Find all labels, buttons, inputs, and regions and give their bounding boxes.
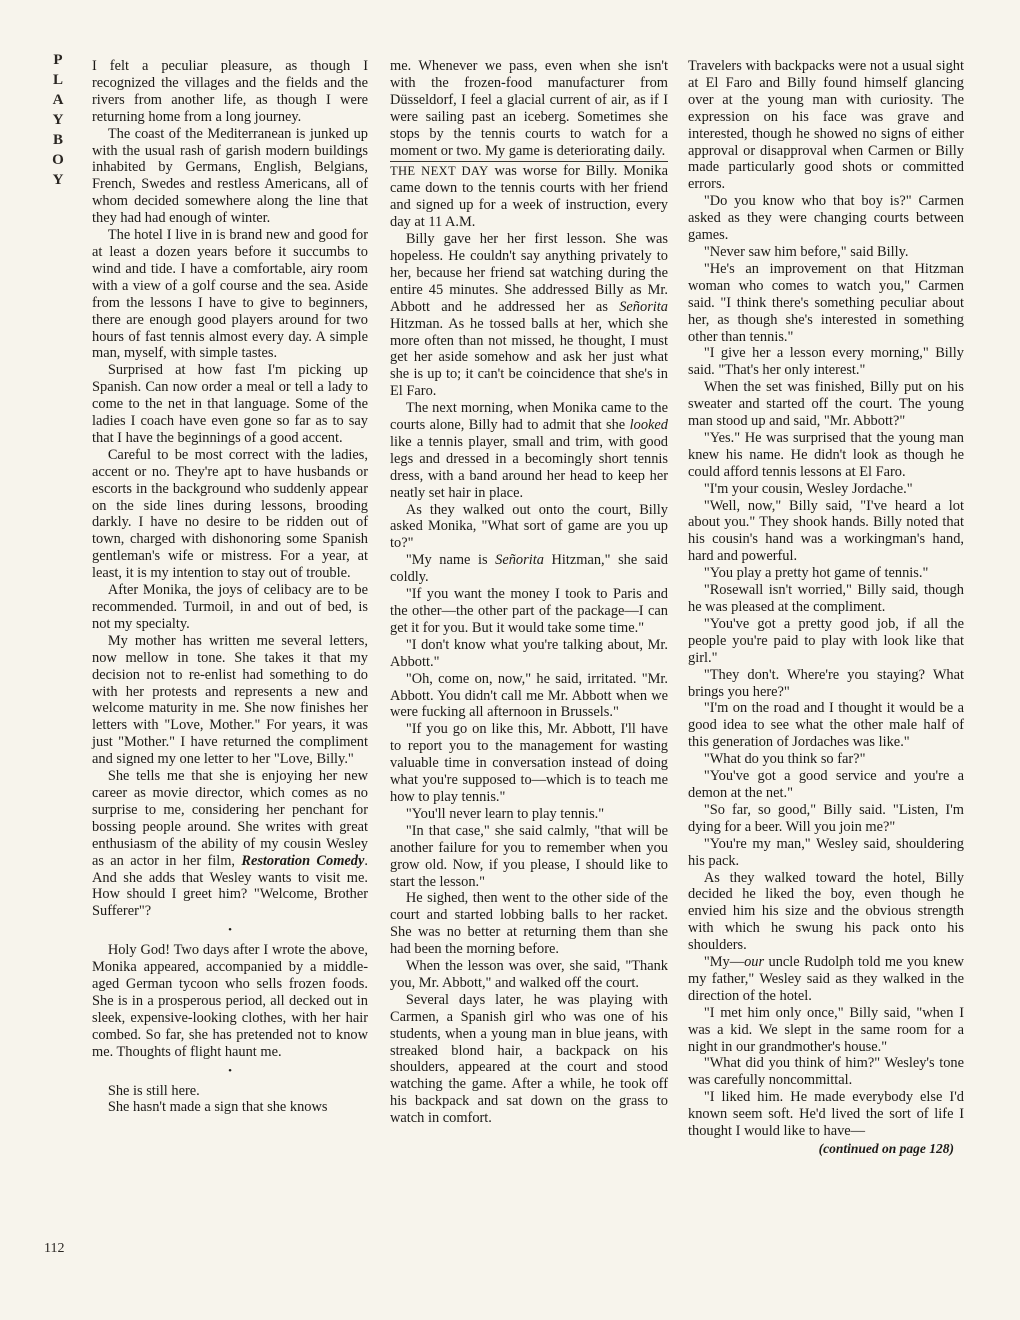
paragraph: I felt a peculiar pleasure, as though I recognized the villages and the fields and the rivers from another life, as though I were returning home from a long journey.: [92, 58, 368, 125]
section-bullet: •: [228, 924, 232, 937]
paragraph: [688, 954, 964, 1005]
paragraph: "I give her a lesson every morning," Billy said. "That's her only interest.": [688, 345, 964, 379]
text-column-3: [688, 58, 964, 1157]
paragraph: "You've got a pretty good job, if all the people you're paid to play with look like that girl.": [688, 615, 964, 666]
paragraph: My mother has written me several letters, now mellow in tone. She takes it that my decision not to re-enlist had something to do with her protests and represents a new and welcome maturity in me. She now finishes her letters with "Love, Mother." For years, it was just "Mother." I have returned the compliment and signed my one letter to her "Love, Billy.": [92, 632, 368, 768]
paragraph: "I liked him. He made everybody else I'd known seem soft. He'd lived the sort of life I thought I would like to have—: [688, 1089, 964, 1140]
paragraph-text: was worse for Billy. Monika came down to the tennis courts with her friend and signed up for a week of instruction, every day at 11 A.M.: [390, 163, 668, 231]
paragraph: "So far, so good," Billy said. "Listen, I'm dying for a beer. Will you join me?": [688, 801, 964, 835]
paragraph: "If you want the money I took to Paris and the other—the other part of the package—I can get it for you. But it would take some time.": [390, 586, 668, 636]
paragraph: "You've got a good service and you're a demon at the net.": [688, 768, 964, 801]
masthead-letter: Y: [52, 112, 64, 128]
italic-text: Señorita: [619, 298, 668, 315]
paragraph-text: She tells me that she is enjoying her new career as movie director, which comes as no surprise to me, considering her penchant for bossing people around. She writes with great enthusiasm of the ability of my cousin Wesley as an actor in her film,: [92, 768, 368, 869]
paragraph: Careful to be most correct with the ladies, accent or no. They're apt to have husbands or escorts in the background who suddenly appear on the side lines during lessons, brooding darkly. I have no desire to be ridden out of town, charged with dishonoring some Spanish gentleman's wife or mistress. For a year, at least, it is my intention to stay out of trouble.: [92, 446, 368, 582]
paragraph: "Do you know who that boy is?" Carmen asked as they were changing courts between games.: [688, 193, 964, 244]
italic-text: our: [744, 954, 765, 971]
masthead-letter: P: [53, 52, 63, 68]
paragraph: "If you go on like this, Mr. Abbott, I'll have to report you to the management for wasting valuable time in conversation instead of doing what you're supposed to—which is to teach me how to play tennis.": [390, 721, 668, 805]
paragraph: The hotel I live in is brand new and good for at least a dozen years before it succumbs to wind and tide. I have a comfortable, airy room with a view of a golf course and the sea. Aside from the lessons I have to give to beginners, there are enough good players around for two hours of fast tennis almost every day. A simple man, myself, with simple tastes.: [92, 227, 368, 362]
masthead-letter: A: [52, 92, 64, 108]
paragraph: "I'm on the road and I thought it would be a good idea to see what the other male half of this generation of Jordaches was like.": [688, 700, 964, 751]
paragraph: When the set was finished, Billy put on his sweater and started off the court. The young man stood up and said, "Mr. Abbott?": [688, 379, 964, 430]
paragraph: [390, 400, 668, 501]
paragraph: "You'll never learn to play tennis.": [405, 805, 605, 822]
paragraph: [390, 552, 668, 586]
paragraph: Holy God! Two days after I wrote the above, Monika appeared, accompanied by a middle-aged German tycoon who sells frozen foods. She is in a prosperous period, all decked out in sleek, expensive-looking clothes, with her hair combed. So far, she has pretended not to know me. Thoughts of flight haunt me.: [92, 942, 368, 1060]
paragraph-text: Hitzman," she said coldly.: [390, 552, 669, 586]
paragraph-text: . And she adds that Wesley wants to visit me. How should I greet him? "Welcome, Brother Sufferer"?: [92, 852, 368, 920]
paragraph: [390, 231, 668, 400]
paragraph: "I met him only once," Billy said, "when I was a kid. We slept in the same room for a night in our grandmother's house.": [688, 1004, 964, 1055]
masthead-letter: Y: [52, 172, 64, 188]
paragraph: Travelers with backpacks were not a usual sight at El Faro and Billy found himself glancing over at the young man with curiosity. The expression on his face was grave and interested, though he showed no signs of either approval or disapproval when Carmen or Billy made particularly good shots or committed errors.: [688, 58, 964, 193]
paragraph: "Well, now," Billy said, "I've heard a lot about you." They shook hands. Billy noted that his cousin's hand was a workingman's hand, hard and powerful.: [688, 497, 964, 565]
paragraph-text: "My name is: [405, 552, 496, 569]
paragraph-text: like a tennis player, small and trim, with good legs and dressed in a becomingly short tennis dress, with a band around her head to keep her neatly set hair in place.: [390, 433, 668, 501]
paragraph: [92, 768, 368, 920]
paragraph-text: uncle Rudolph told me you knew my father," Wesley said as they walked in the direction of the hotel.: [688, 954, 964, 1004]
italic-text: Señorita: [495, 552, 544, 569]
continued-on-page-link[interactable]: (continued on page 128): [818, 1141, 954, 1156]
paragraph: "Rosewall isn't worried," Billy said, though he was pleased at the compliment.: [688, 582, 964, 615]
paragraph: "He's an improvement on that Hitzman woman who comes to watch you," Carmen said. "I think there's something peculiar about her, as though she's interested in something other than tennis.": [688, 260, 964, 345]
paragraph-text: "My—: [703, 954, 745, 971]
paragraph: When the lesson was over, she said, "Thank you, Mr. Abbott," and walked off the court.: [390, 958, 668, 991]
paragraph: "They don't. Where're you staying? What brings you here?": [688, 666, 964, 700]
run-in-heading: THE NEXT DAY: [390, 164, 489, 179]
page-number: 112: [44, 1241, 65, 1256]
paragraph: me. Whenever we pass, even when she isn't with the frozen-food manufacturer from Düsseldorf, I feel a glacial current of air, as if I were sailing past an iceberg. Sometimes she stops by the tennis courts to watch for a moment or two. My game is deteriorating daily.: [390, 58, 668, 159]
paragraph: He sighed, then went to the other side of the court and started lobbing balls to her racket. She was no better at returning them than she had been the morning before.: [390, 890, 668, 958]
paragraph-text: Billy gave her her first lesson. She was hopeless. He couldn't say anything privately to her, because her friend sat watching during the entire 45 minutes. She addressed Billy as Mr. Abbott and he addressed her as: [390, 231, 668, 315]
paragraph: "In that case," she said calmly, "that will be another failure for you to remember when you grow old. Now, if you please, I should like to start the lesson.": [390, 822, 668, 890]
paragraph: As they walked toward the hotel, Billy decided he liked the boy, even though he envied him his size and the obvious strength with which he swung his pack onto his shoulders.: [688, 869, 964, 954]
masthead-letter: B: [52, 132, 63, 148]
paragraph: She is still here.: [107, 1082, 200, 1099]
masthead-playboy: [38, 50, 78, 190]
text-column-2: [390, 58, 668, 1127]
paragraph: "You're my man," Wesley said, shouldering his pack.: [688, 835, 964, 869]
paragraph: She hasn't made a sign that she knows: [107, 1099, 328, 1116]
section-divider: [390, 161, 668, 162]
italic-text: looked: [629, 417, 668, 434]
text-column-1: [92, 58, 368, 1116]
paragraph: "I don't know what you're talking about, Mr. Abbott.": [390, 636, 668, 670]
paragraph: "You play a pretty hot game of tennis.": [703, 565, 929, 582]
paragraph: "I'm your cousin, Wesley Jordache.": [703, 480, 913, 497]
paragraph: The coast of the Mediterranean is junked up with the usual rash of garish modern buildings inhabited by Germans, English, Belgians, French, Swedes and restless Americans, all of whom decided somewhere along the line that they had had enough of winter.: [92, 125, 368, 227]
paragraph: "What did you think of him?" Wesley's tone was carefully noncommittal.: [688, 1055, 964, 1089]
paragraph: "Yes." He was surprised that the young man knew his name. He didn't look as though he could afford tennis lessons at El Faro.: [688, 429, 964, 480]
paragraph: As they walked out onto the court, Billy asked Monika, "What sort of game are you up to?": [390, 501, 668, 552]
paragraph: [390, 163, 668, 231]
paragraph-text: The next morning, when Monika came to the courts alone, Billy had to admit that she: [390, 400, 668, 434]
paragraph: Several days later, he was playing with Carmen, a Spanish girl who was one of his students, when a young man in blue jeans, with streaked blond hair, a backpack on his shoulders, appeared at the court and stood watching the game. After a while, he took off his backpack and sat down on the grass to watch in comfort.: [390, 991, 668, 1127]
masthead-letter: L: [52, 72, 63, 88]
section-bullet: •: [228, 1064, 232, 1077]
paragraph: "Never saw him before," said Billy.: [703, 243, 909, 260]
paragraph: After Monika, the joys of celibacy are to be recommended. Turmoil, in and out of bed, is not my specialty.: [92, 582, 368, 632]
film-title: Restoration Comedy: [241, 852, 365, 869]
paragraph: Surprised at how fast I'm picking up Spanish. Can now order a meal or tell a lady to come to the net in that language. Some of the ladies I coach have even gone so far as to say that I have the beginnings of a good accent.: [92, 362, 368, 446]
paragraph-text: Hitzman. As he tossed balls at her, which she more often than not missed, he thought, I must get her aside somehow and ask her just what she is up to; it can't be coincidence that she's in El Faro.: [390, 315, 668, 400]
paragraph: "What do you think so far?": [703, 751, 866, 768]
paragraph: "Oh, come on, now," he said, irritated. "Mr. Abbott. You didn't call me Mr. Abbott when we were fucking all afternoon in Brussels.": [390, 670, 668, 721]
masthead-letter: O: [52, 152, 64, 168]
